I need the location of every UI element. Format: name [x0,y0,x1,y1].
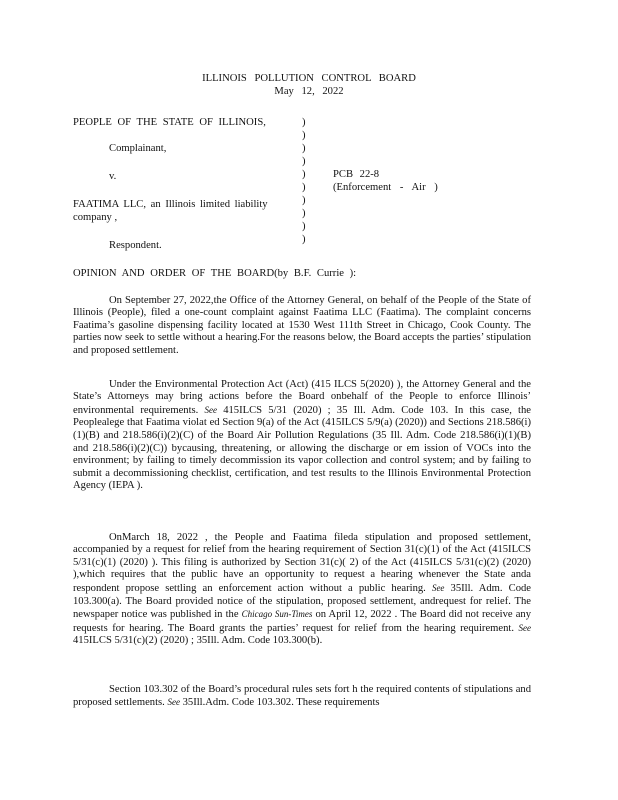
paragraph-stipulation [73,532,531,648]
paragraph-text: OnMarch 18, 2022 , the People and Faatima fileda stipulation and proposed settlement, accompanied by a request for relief from the hearing requirement of Section 31(c)(1) of the Act (415ILCS 5/31(c)(1) (2020) ). This filing is authorized by Section 31(c)( 2) of the Act (415ILCS 5/31(c)(2) (2020) ),which requires that the public have an opportunity to request a hearing whenever the State anda respondent propose settling an enforcement action without a public hearing. [73,531,531,594]
caption-paren: ) [302,234,306,245]
caption-paren: ) [302,182,306,193]
paragraph-text: on April 12, 2022 . The Board did not receive any requests for hearing. The Board grants the parties’ request for relief from the hearing requirement. [73,609,531,634]
versus-label: v. [109,171,117,182]
case-identifier [333,169,438,194]
paragraph-text: 35Ill.Adm. Code 103.302. These requirements [182,697,380,709]
newspaper-name: Chicago Sun-Times [241,609,313,620]
decision-date: May 12, 2022 [274,85,344,97]
paragraph-text: 415ILCS 5/31(c)(2) (2020) ; 35Ill. Adm. Code 103.300(b). [73,635,323,647]
paragraph-text: On September 27, 2022,the Office of the Attorney General, on behalf of the People of the State of Illinois (People), filed a one-count complaint against Faatima LLC (Faatima). The complaint concerns Faatima’s gasoline dispensing facility located at 1530 West 111th Street in Chicago, Cook County. The parties now seek to settle without a hearing.For the reasons below, the Board accepts the parties’ stipulation and proposed settlement. [73,294,531,356]
defendant-name-line2: company , [73,212,118,223]
paragraph-filing [73,295,531,358]
caption-paren: ) [302,208,306,219]
see-citation-signal: See [431,582,445,593]
agency-title: ILLINOIS POLLUTION CONTROL BOARD [202,73,416,84]
paragraph-requirements [73,684,531,710]
defendant-name-line1: FAATIMA LLC, an Illinois limited liability [73,199,268,210]
case-number: PCB 22-8 [333,169,380,180]
caption-paren: ) [302,143,306,154]
caption-paren: ) [302,221,306,232]
see-citation-signal: See [518,622,531,633]
opinion-heading: OPINION AND ORDER OF THE BOARD(by B.F. Currie ): [73,268,357,279]
caption-paren: ) [302,130,306,141]
case-caption [73,117,553,257]
defendant-role: Respondent. [109,240,162,251]
plaintiff-role: Complainant, [109,143,167,154]
caption-paren: ) [302,195,306,206]
paragraph-text: 35Ill. Adm. Code 103.300(a). The Board provided notice of the stipulation, proposed settlement, andrequest for relief. The newspaper notice was published in the [73,582,531,621]
document-header [0,73,618,98]
plaintiff-name: PEOPLE OF THE STATE OF ILLINOIS, [73,117,266,128]
caption-paren: ) [302,156,306,167]
paragraph-background [73,379,531,493]
case-type: (Enforcement - Air ) [333,181,438,193]
paragraph-text: Under the Environmental Protection Act (Act) (415 ILCS 5(2020) ), the Attorney General and the State’s Attorneys may bring actions before the Board onbehalf of the People to enforce Illinois’ environmental requirements. [73,378,531,416]
see-citation-signal: See [167,697,180,708]
paragraph-text: Section 103.302 of the Board’s procedural rules sets fort h the required contents of stipulations and proposed settlements. [73,683,531,709]
paragraph-text: 415ILCS 5/31 (2020) ; 35 Ill. Adm. Code 103. In this case, the Peoplealege that Faatima violat ed Section 9(a) of the Act (415ILCS 5/9(a) (2020)) and Sections 218.586(i)(1)(B) and 218.586(i)(2)(C) of the Board Air Pollution Regulations (35 Ill. Adm. Code 218.586(i)(1)(B) and 218.586(i)(2)(C)) bycausing, threatening, or allowing the discharge or em ission of VOCs into the environment; by failing to timely decommission its vapor collection and control system; and by failing to submit a decommissioning checklist, certification, and test results to the Illinois Environmental Protection Agency (IEPA ). [73,404,531,492]
see-citation-signal: See [204,404,218,415]
caption-paren: ) [302,169,306,180]
caption-paren: ) [302,117,306,128]
